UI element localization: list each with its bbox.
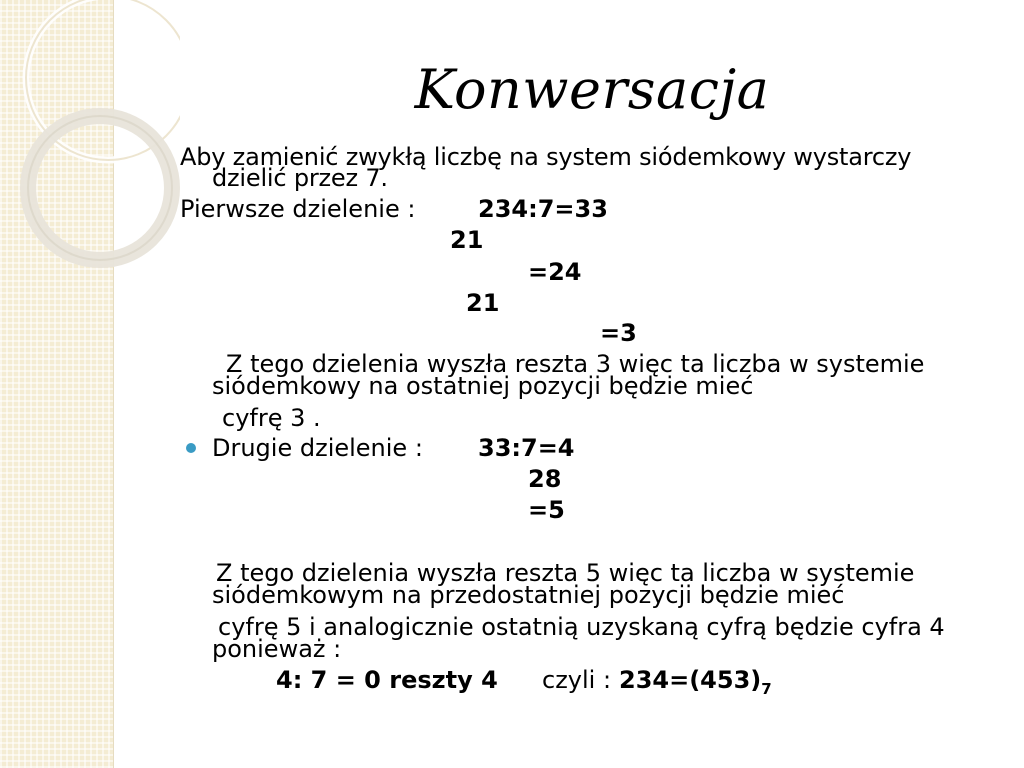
first-division-subtract-2: 21 [466,289,500,317]
first-explanation-line-1: Z tego dzielenia wyszła reszta 3 więc ta liczba w systemie [226,350,925,378]
intro-line-2: dzielić przez 7. [212,164,388,192]
second-division-remainder-1: =5 [528,496,565,524]
first-explanation-line-2: siódemkowy na ostatniej pozycji będzie mieć [212,372,754,400]
intro-line-1: Aby zamienić zwykłą liczbę na system siódemkowy wystarczy [180,143,912,171]
first-division-remainder-1: =24 [528,258,582,286]
second-division-subtract-1: 28 [528,465,562,493]
final-czyli-label: czyli : [542,666,612,694]
second-explanation-line-3: cyfrę 5 i analogicznie ostatnią uzyskaną cyfrą będzie cyfra 4 [218,613,945,641]
final-result-base-subscript: 7 [761,680,772,698]
first-division-subtract-1: 21 [450,226,484,254]
final-equation: 4: 7 = 0 reszty 4 [276,666,498,694]
slide-title: Konwersacja [414,58,770,121]
decorative-rings [0,0,180,320]
second-explanation-line-1: Z tego dzielenia wyszła reszta 5 więc ta liczba w systemie [216,559,915,587]
final-result [619,668,772,701]
first-explanation-line-3: cyfrę 3 . [222,404,321,432]
second-division-label: Drugie dzielenie : [212,434,423,462]
bullet-icon [186,443,196,453]
second-division-equation: 33:7=4 [478,434,575,462]
final-result-value: 234=(453) [619,666,762,694]
first-division-label: Pierwsze dzielenie : [180,195,416,223]
second-explanation-line-2: siódemkowym na przedostatniej pozycji będzie mieć [212,581,845,609]
second-explanation-line-4: ponieważ : [212,635,342,663]
first-division-remainder-2: =3 [600,319,637,347]
first-division-equation: 234:7=33 [478,195,608,223]
